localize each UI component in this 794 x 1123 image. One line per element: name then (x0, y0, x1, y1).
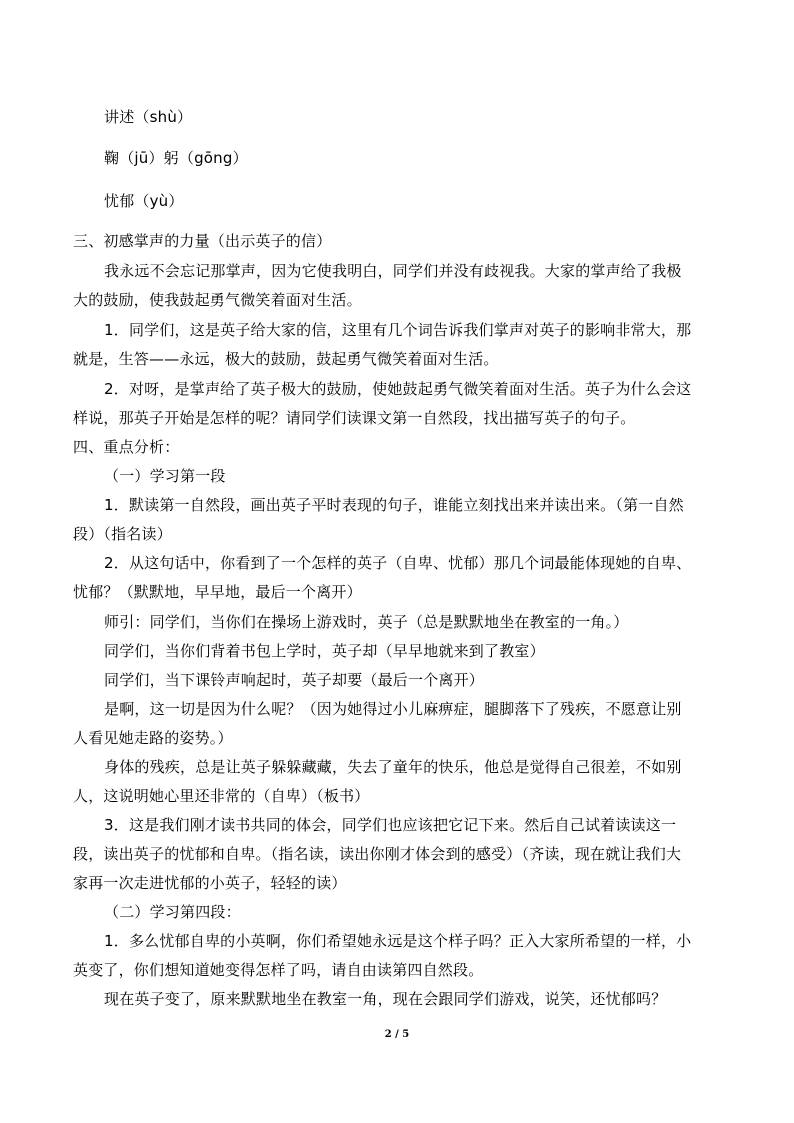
section-heading: 四、重点分析： (73, 438, 180, 456)
text-line: 1．同学们，这是英子给大家的信，这里有几个词告诉我们掌声对英子的影响非常大，那 (104, 321, 692, 339)
text-line: 段，读出英子的忧郁和自卑。（指名读，读出你刚才体会到的感受）（齐读，现在就让我们大 (73, 845, 682, 863)
text-line: 2．对呀，是掌声给了英子极大的鼓励，使她鼓起勇气微笑着面对生活。英子为什么会这 (104, 380, 692, 398)
text-line: 鞠（jū）躬（gōng） (104, 149, 248, 167)
text-line: 2．从这句话中，你看到了一个怎样的英子（自卑、忧郁）那几个词最能体现她的自卑、 (104, 554, 692, 572)
page-number: 2 / 5 (384, 1029, 410, 1040)
text-line: 样说，那英子开始是怎样的呢？请同学们读课文第一自然段，找出描写英子的句子。 (73, 409, 636, 427)
text-line: 3．这是我们刚才读书共同的体会，同学们也应该把它记下来。然后自己试着读读这一 (104, 816, 677, 834)
subsection-heading: （一）学习第一段 (104, 467, 226, 485)
text-line: 师引：同学们，当你们在操场上游戏时，英子（总是默默地坐在教室的一角。） (104, 613, 629, 631)
text-line: 同学们，当下课铃声响起时，英子却要（最后一个离开） (104, 671, 485, 689)
text-line: 段）（指名读） (73, 525, 172, 543)
text-line: 人看见她走路的姿势。） (73, 729, 233, 747)
text-line: 同学们，当你们背着书包上学时，英子却（早早地就来到了教室） (104, 642, 545, 660)
text-line: 家再一次走进忧郁的小英子，轻轻的读） (73, 874, 347, 892)
text-line: 是啊，这一切是因为什么呢？（因为她得过小儿麻痹症，腿脚落下了残疾，不愿意让别 (104, 700, 682, 718)
section-heading: 三、初感掌声的力量（出示英子的信） (73, 232, 332, 250)
text-line: 大的鼓励，使我鼓起勇气微笑着面对生活。 (73, 291, 362, 309)
text-line: 身体的残疾，总是让英子躲躲藏藏，失去了童年的快乐，他总是觉得自己很差，不如别 (104, 758, 682, 776)
subsection-heading: （二）学习第四段： (104, 903, 241, 921)
text-line: 英变了，你们想知道她变得怎样了吗，请自由读第四自然段。 (73, 961, 484, 979)
text-line: 人，这说明她心里还非常的（自卑）（板书） (73, 787, 370, 805)
text-line: 忧郁（yù） (104, 192, 184, 210)
text-line: 忧郁？（默默地，早早地，最后一个离开） (73, 583, 362, 601)
text-line: 1．多么忧郁自卑的小英啊，你们希望她永远是这个样子吗？正入大家所希望的一样，小 (104, 932, 692, 950)
text-line: 就是，生答——永远，极大的鼓励，鼓起勇气微笑着面对生活。 (73, 350, 499, 368)
text-line: 现在英子变了，原来默默地坐在教室一角，现在会跟同学们游戏，说笑，还忧郁吗？ (104, 990, 667, 1008)
text-line: 讲述（shù） (104, 108, 193, 126)
text-line: 我永远不会忘记那掌声，因为它使我明白，同学们并没有歧视我。大家的掌声给了我极 (104, 262, 682, 280)
text-line: 1．默读第一自然段，画出英子平时表现的句子，谁能立刻找出来并读出来。（第一自然 (104, 496, 684, 514)
